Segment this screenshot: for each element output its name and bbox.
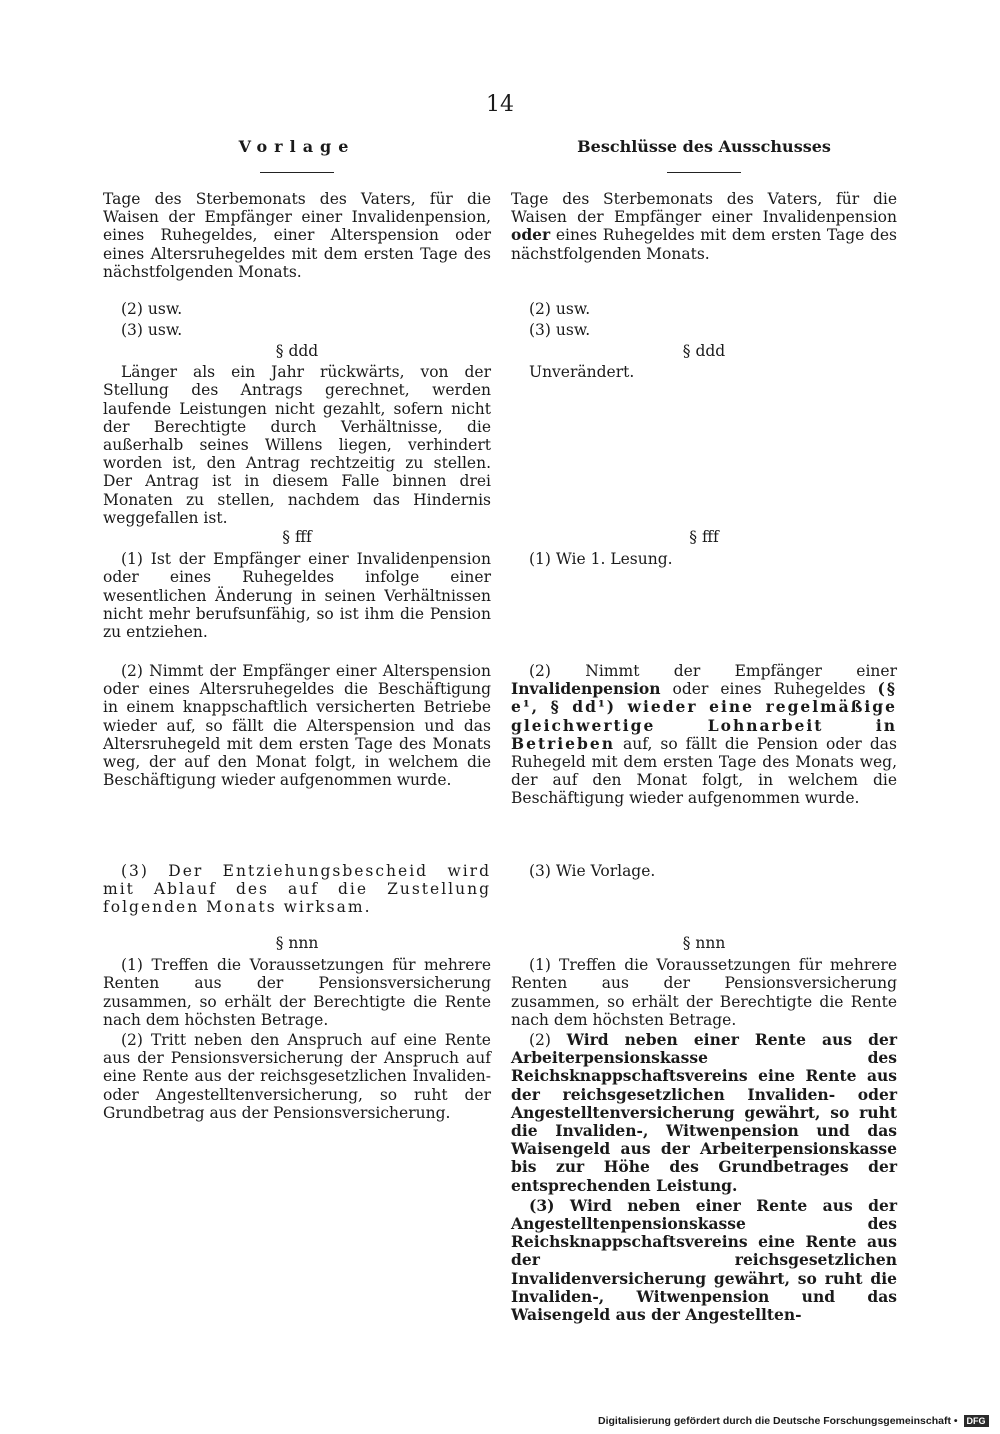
paragraph: (2) usw.: [121, 300, 183, 318]
paragraph: (1) Wie 1. Lesung.: [529, 550, 673, 569]
paragraph: (1) Ist der Empfänger einer Invalidenpension oder eines Ruhegeldes infolge einer wesentlichen Änderung in seinen Verhältnissen nicht mehr berufsunfähig, so ist ihm die Pension zu entziehen.: [103, 550, 491, 642]
section-heading: § fff: [689, 528, 719, 546]
paragraph: Unverändert.: [529, 363, 635, 382]
right-column: [511, 136, 897, 1325]
paragraph: Länger als ein Jahr rückwärts, von der Stellung des Antrags gerechnet, werden laufende Leistungen nicht gezahlt, sofern nicht der Berechtigte durch Verhältnisse, die außerhalb seines Willens liegen, verhindert worden ist, den Antrag rechtzeitig zu stellen. Der Antrag ist in diesem Falle binnen drei Monaten zu stellen, nachdem das Hindernis weggefallen ist.: [103, 363, 491, 527]
paragraph: (3) Wird neben einer Rente aus der Angestelltenpensionskasse des Reichsknappschaftsvereins eine Rente aus der reichsgesetzlichen Invalidenversicherung gewährt, so ruht die Invaliden-, Witwenpension und das Waisengeld aus der Angestellten-: [511, 1195, 897, 1325]
section-heading: § nnn: [682, 934, 726, 952]
paragraph: (2) Tritt neben den Anspruch auf eine Rente aus der Pensionsversicherung der Anspruch auf eine Rente aus der reichsgesetzlichen Invaliden- oder Angestelltenversicherung, so ruht der Grundbetrag aus der Pensionsversicherung.: [103, 1031, 491, 1122]
text-run: auf, so fällt die Pension oder das Ruhegeld mit dem ersten Tage des Monats weg, der auf den Monat folgt, in welchem die Beschäftigung wieder aufgenommen wurde.: [511, 734, 897, 808]
paragraph: [511, 1031, 897, 1195]
dfg-logo: DFG: [964, 1415, 989, 1427]
paragraph: (1) Treffen die Voraussetzungen für mehrere Renten aus der Pensionsversicherung zusammen, so erhält der Berechtigte die Rente nach dem höchsten Betrage.: [103, 956, 491, 1029]
paragraph: (3) Wie Vorlage.: [529, 862, 656, 880]
paragraph: (3) Der Entziehungsbescheid wird mit Ablauf des auf die Zustellung folgenden Monats wirksam.: [103, 862, 491, 917]
paragraph: Tage des Sterbemonats des Vaters, für die Waisen der Empfänger einer Invalidenpension, eines Ruhegeldes, einer Alterspension oder eines Altersruhegeldes mit dem ersten Tage des nächstfolgenden Monats.: [103, 190, 491, 281]
paragraph: [511, 190, 897, 263]
text-run: eines Ruhegeldes mit dem ersten Tage des nächstfolgenden Monats.: [511, 226, 897, 263]
text-run: Tage des Sterbemonats des Vaters, für die Waisen der Empfänger einer Invalidenpension: [511, 190, 897, 227]
section-heading: § ddd: [275, 342, 319, 360]
text-run: (2) Nimmt der Empfänger einer: [529, 662, 897, 680]
paragraph: (3) usw.: [121, 321, 183, 340]
paragraph: [511, 662, 897, 808]
footer-credit: [598, 1414, 988, 1428]
section-heading: § fff: [282, 528, 312, 546]
emphasis-text: oder: [511, 225, 551, 245]
paragraph: (2) Nimmt der Empfänger einer Alterspension oder eines Altersruhegeldes die Beschäftigung in einem knappschaftlich versicherten Betriebe wieder auf, so fällt die Alterspension und das Altersruhegeld mit dem ersten Tage des Monats weg, der auf den Monat folgt, in welchem die Beschäftigung wieder aufgenommen wurde.: [103, 662, 491, 790]
section-heading: § nnn: [275, 934, 319, 952]
left-column-heading: Vorlage: [238, 137, 356, 156]
section-heading: § ddd: [682, 342, 726, 360]
text-run: oder eines Ruhegeldes: [672, 680, 866, 699]
footer-text: Digitalisierung gefördert durch die Deutsche Forschungsgemeinschaft •: [598, 1415, 958, 1427]
emphasis-text: Invalidenpension: [511, 679, 661, 699]
heading-rule: [260, 172, 334, 173]
emphasis-text: (§ e¹, § dd¹) wieder eine regelmäßige gleichwertige Lohnarbeit in Betrieben: [511, 679, 897, 753]
paragraph: (3) usw.: [529, 321, 591, 340]
emphasis-text: Wird neben einer Rente aus der Arbeiterpensionskasse des Reichsknappschaftsvereins eine Rente aus der reichsgesetzlichen Invaliden- oder Angestelltenversicherung gewährt, so ruht die Invaliden-, Witwenpension und das Waisengeld aus der Arbeiterpensionskasse bis zur Höhe des Grundbetrages der entsprechenden Leistung.: [511, 1030, 897, 1195]
left-column: [103, 136, 491, 1122]
text-run: (2): [529, 1031, 551, 1050]
paragraph: (1) Treffen die Voraussetzungen für mehrere Renten aus der Pensionsversicherung zusammen, so erhält der Berechtigte die Rente nach dem höchsten Betrage.: [511, 956, 897, 1029]
paragraph: (2) usw.: [529, 300, 591, 318]
heading-rule: [667, 172, 741, 173]
page-number: 14: [486, 92, 514, 117]
right-column-heading: Beschlüsse des Ausschusses: [577, 137, 831, 156]
